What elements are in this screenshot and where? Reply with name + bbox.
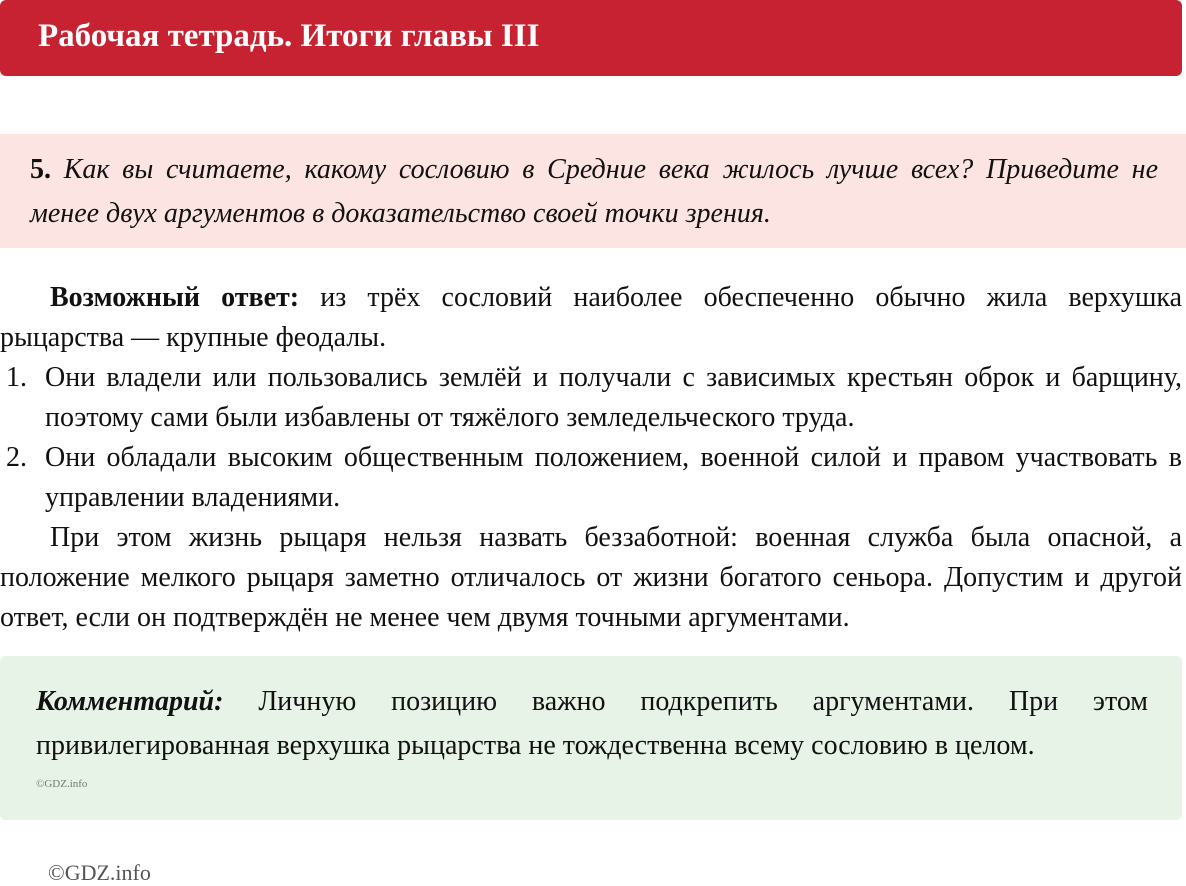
answer-list <box>0 358 1182 518</box>
footer-copyright: ©GDZ.info <box>48 860 151 885</box>
answer-conclusion: При этом жизнь рыцаря нельзя назвать беззаботной: военная служба была опасной, а положение мелкого рыцаря заметно отличалось от жизни богатого сеньора. Допустим и другой ответ, если он подтверждён не менее чем двумя точными аргументами. <box>0 522 1182 633</box>
comment-body: Личную позицию важно подкрепить аргументами. При этом привилегированная верхушка рыцарства не тождественна всему сословию в целом. <box>36 686 1149 761</box>
header-banner <box>0 0 1182 76</box>
list-item-text: Они обладали высоким общественным положением, военной силой и правом участвовать в управлении владениями. <box>45 442 1182 513</box>
question-body: Как вы считаете, какому сословию в Средние века жилось лучше всех? Приведите не менее двух аргументов в доказательство своей точки зрения. <box>30 154 1159 229</box>
question-number: 5. <box>30 154 51 185</box>
answer-intro-text: из трёх сословий наиболее обеспеченно обычно жила верхушка рыцарства — крупные феодалы. <box>0 282 1183 353</box>
page-title: Рабочая тетрадь. Итоги главы III <box>38 18 540 54</box>
comment-copyright: ©GDZ.info <box>36 778 88 790</box>
comment-text <box>36 680 1148 768</box>
list-item <box>0 438 1182 518</box>
comment-label: Комментарий: <box>36 686 224 717</box>
list-item-text: Они владели или пользовались землёй и получали с зависимых крестьян оброк и барщину, поэтому сами были избавлены от тяжёлого земледельческого труда. <box>45 362 1182 433</box>
answer-section <box>0 278 1182 638</box>
list-item-number: 1. <box>6 362 27 393</box>
list-item <box>0 358 1182 438</box>
question-text <box>30 148 1158 236</box>
answer-intro <box>0 278 1182 358</box>
answer-label: Возможный ответ: <box>50 282 300 313</box>
list-item-number: 2. <box>6 442 27 473</box>
